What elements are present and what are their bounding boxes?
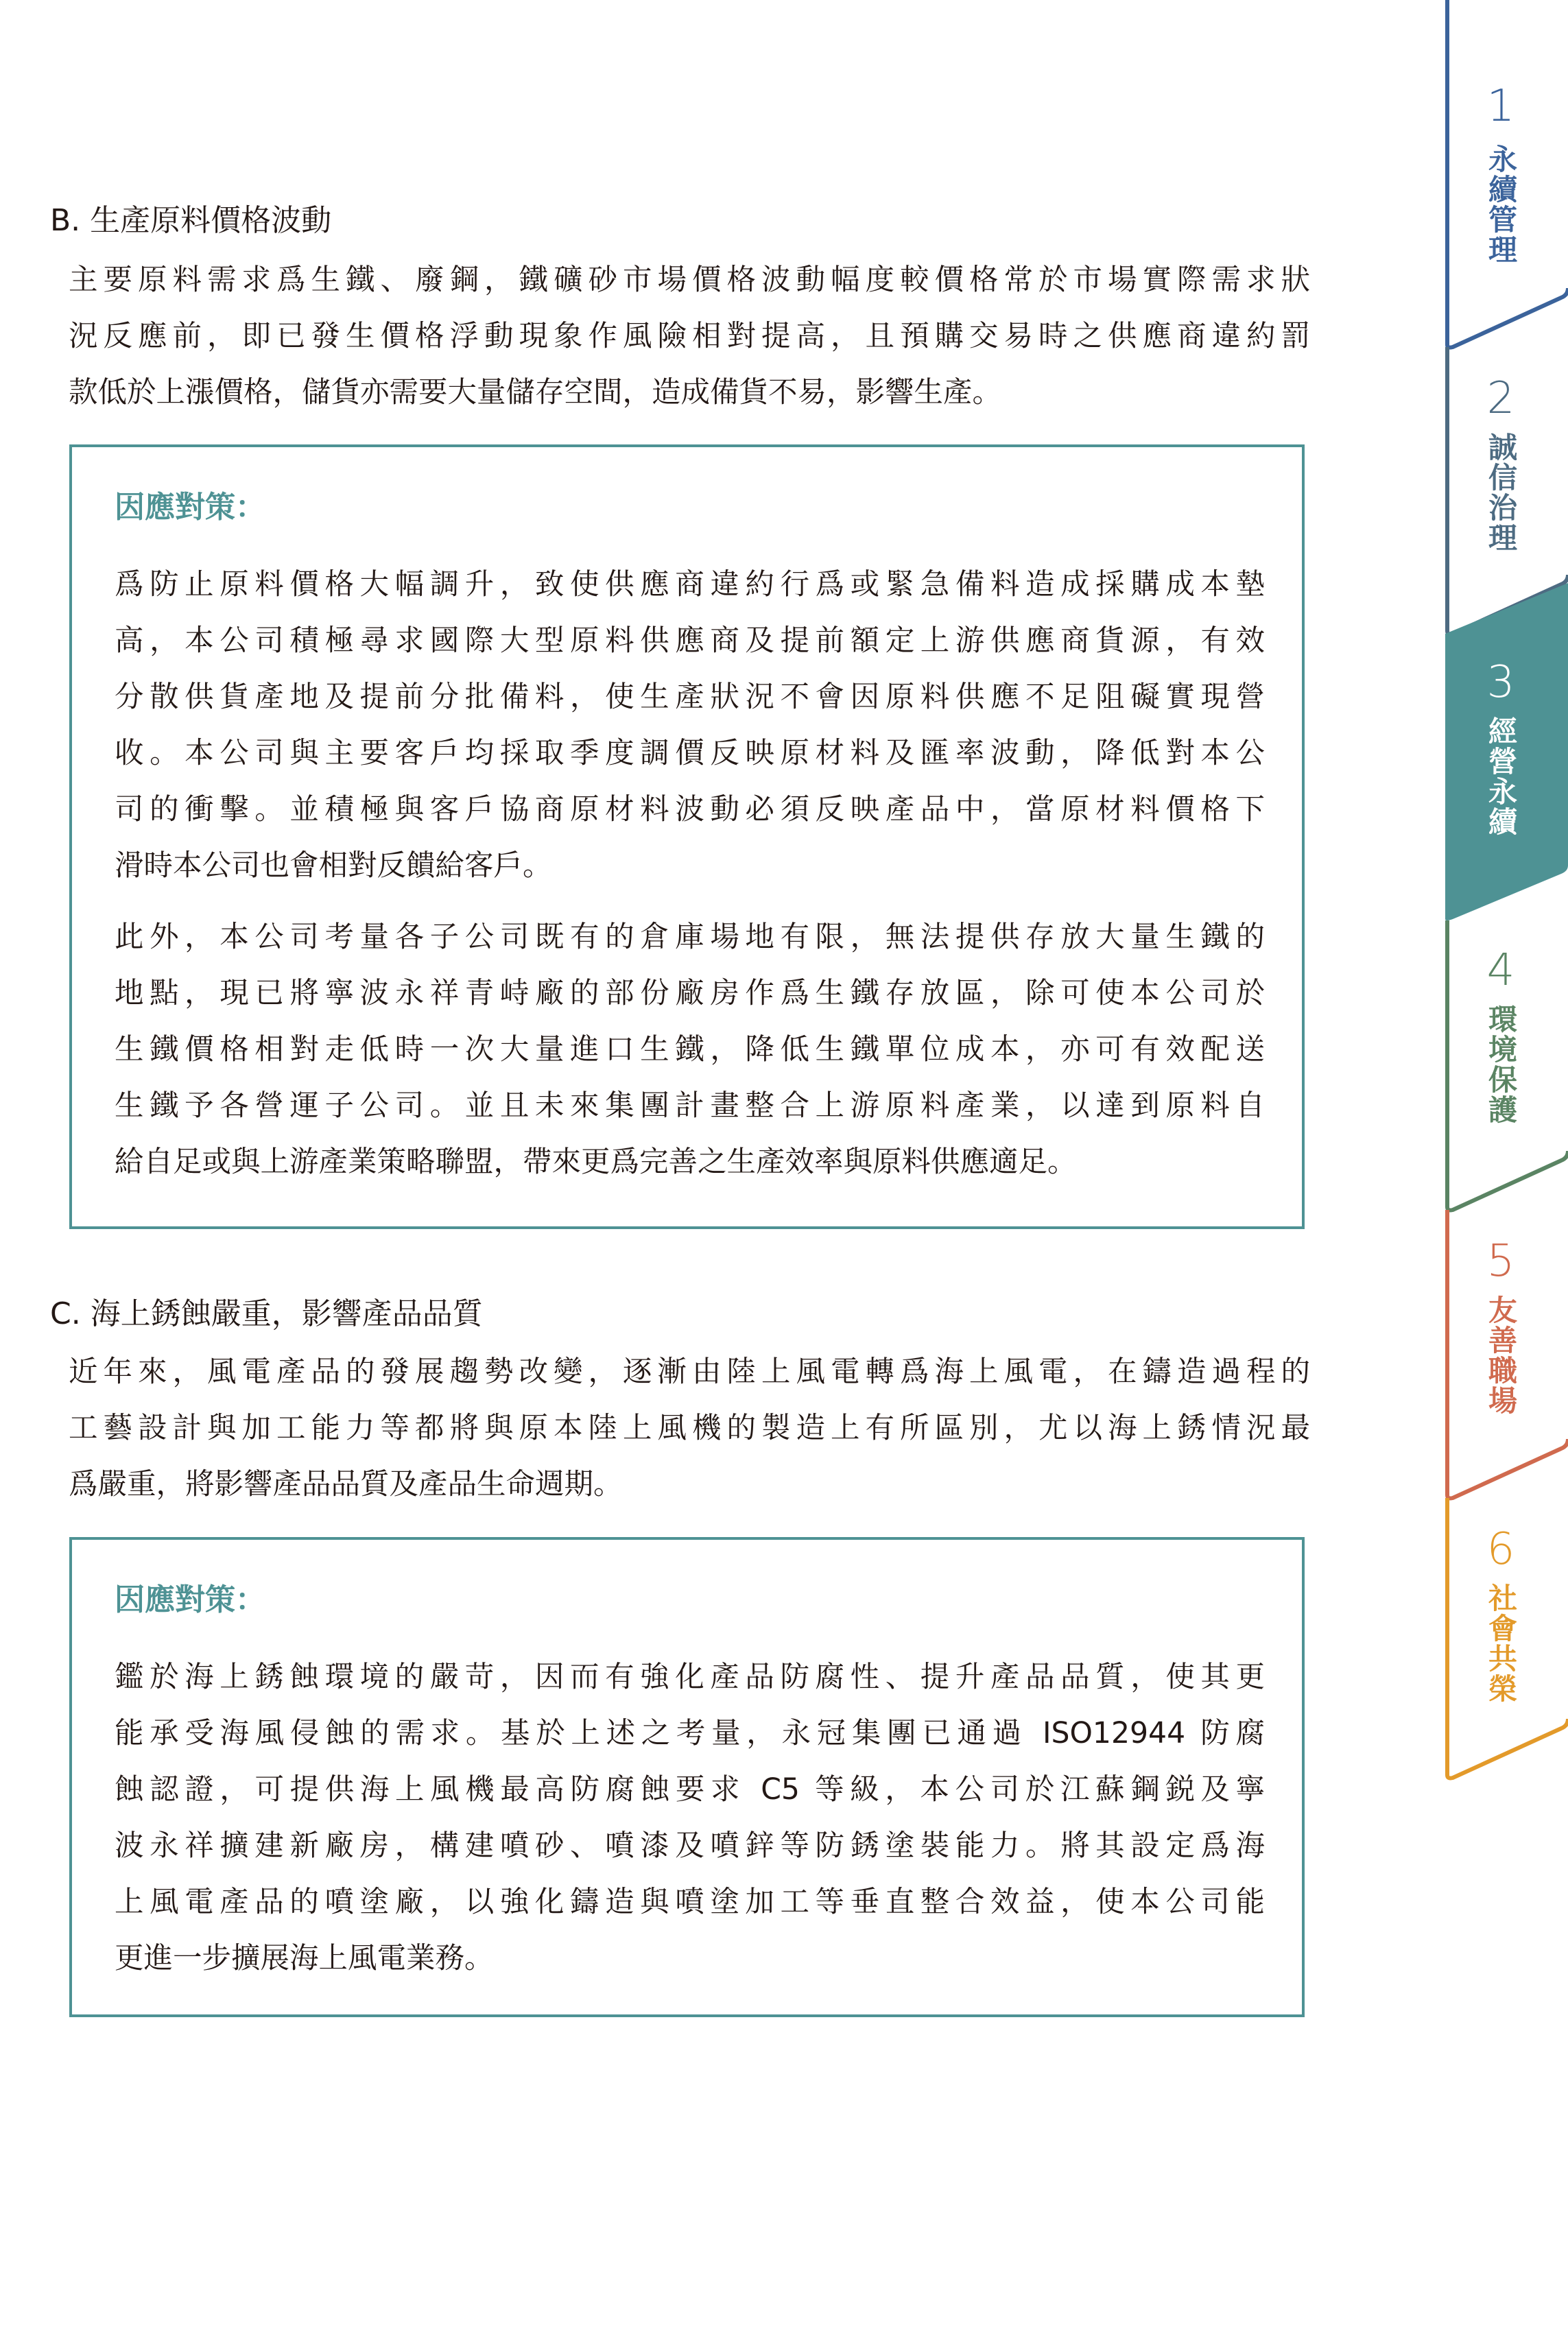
tab-label: 經營永續: [1484, 716, 1518, 837]
tab-number: 2: [1486, 373, 1515, 424]
paragraph-line: 此外，本公司考量各子公司既有的倉庫場地有限，無法提供存放大量生鐵的: [115, 920, 1265, 954]
sidebar-tab-4[interactable]: [1443, 920, 1568, 1210]
tab-number: 3: [1486, 657, 1515, 708]
sidebar-tab-6[interactable]: [1443, 1498, 1568, 1778]
section-b-response-box: [69, 444, 1305, 1229]
section-b-heading: B. 生產原料價格波動: [50, 203, 332, 238]
tab-number: 6: [1486, 1524, 1515, 1575]
paragraph-line: 主要原料需求爲生鐵、廢鋼，鐵礦砂市場價格波動幅度較價格常於市場實際需求狀: [69, 263, 1310, 297]
section-c-heading: C. 海上銹蝕嚴重，影響產品品質: [50, 1296, 483, 1331]
paragraph-line: 近年來，風電產品的發展趨勢改變，逐漸由陸上風電轉爲海上風電，在鑄造過程的: [69, 1355, 1310, 1389]
paragraph-line: 司的衝擊。並積極與客戶協商原材料波動必須反映產品中，當原材料價格下: [115, 793, 1265, 826]
paragraph-line: 收。本公司與主要客戶均採取季度調價反映原材料及匯率波動，降低對本公: [115, 737, 1265, 770]
response-title: 因應對策：: [115, 490, 265, 525]
paragraph-line: 滑時本公司也會相對反饋給客戶。: [115, 849, 552, 883]
paragraph-line: 地點，現已將寧波永祥青峙廠的部份廠房作爲生鐵存放區，除可使本公司於: [115, 977, 1265, 1010]
tab-label: 友善職場: [1484, 1295, 1518, 1416]
tab-label: 社會共榮: [1484, 1583, 1518, 1704]
paragraph-line: 爲嚴重，將影響產品品質及產品生命週期。: [69, 1468, 623, 1501]
paragraph-line: 爲防止原料價格大幅調升，致使供應商違約行爲或緊急備料造成採購成本墊: [115, 568, 1265, 602]
tab-number: 4: [1486, 945, 1515, 996]
sidebar-tab-1[interactable]: [1443, 0, 1568, 347]
paragraph-line: 分散供貨產地及提前分批備料，使生產狀況不會因原料供應不足阻礙實現營: [115, 680, 1265, 714]
chapter-sidebar: [1443, 0, 1568, 1797]
paragraph-line: 工藝設計與加工能力等都將與原本陸上風機的製造上有所區別，尤以海上銹情況最: [69, 1412, 1310, 1445]
paragraph-line: 蝕認證，可提供海上風機最高防腐蝕要求 C5 等級，本公司於江蘇鋼鋭及寧: [115, 1773, 1265, 1807]
sidebar-tab-5[interactable]: [1443, 1210, 1568, 1498]
paragraph-line: 款低於上漲價格，儲貨亦需要大量儲存空間，造成備貨不易，影響生產。: [69, 376, 1002, 409]
section-c-response-box: [69, 1537, 1305, 2017]
response-paragraph-1: [115, 557, 1265, 894]
paragraph-line: 高，本公司積極尋求國際大型原料供應商及提前額定上游供應商貨源，有效: [115, 624, 1265, 658]
paragraph-line: 波永祥擴建新廠房，構建噴砂、噴漆及噴鋅等防銹塗裝能力。將其設定爲海: [115, 1829, 1265, 1863]
tab-number: 5: [1486, 1236, 1515, 1287]
tab-label: 環境保護: [1484, 1004, 1518, 1125]
section-c-paragraph: [69, 1344, 1310, 1513]
paragraph-line: 生鐵予各營運子公司。並且未來集團計畫整合上游原料產業，以達到原料自: [115, 1089, 1265, 1123]
paragraph-line: 給自足或與上游產業策略聯盟，帶來更爲完善之生產效率與原料供應適足。: [115, 1145, 1077, 1179]
section-b-paragraph: [69, 252, 1310, 421]
paragraph-line: 鑑於海上銹蝕環境的嚴苛，因而有強化產品防腐性、提升產品品質，使其更: [115, 1661, 1265, 1694]
paragraph-line: 生鐵價格相對走低時一次大量進口生鐵，降低生鐵單位成本，亦可有效配送: [115, 1033, 1265, 1067]
sidebar-tab-3[interactable]: [1443, 634, 1568, 920]
response-title: 因應對策：: [115, 1582, 265, 1617]
paragraph-line: 更進一步擴展海上風電業務。: [115, 1942, 494, 1975]
paragraph-line: 上風電產品的噴塗廠，以強化鑄造與噴塗加工等垂直整合效益，使本公司能: [115, 1885, 1265, 1919]
paragraph-line: 況反應前，即已發生價格浮動現象作風險相對提高，且預購交易時之供應商違約罰: [69, 320, 1310, 353]
sidebar-tab-2[interactable]: [1443, 347, 1568, 635]
tab-label: 永續管理: [1484, 144, 1518, 265]
tab-label: 誠信治理: [1484, 432, 1518, 553]
tab-number: 1: [1486, 81, 1515, 132]
paragraph-line: 能承受海風侵蝕的需求。基於上述之考量，永冠集團已通過 ISO12944 防腐: [115, 1717, 1265, 1750]
response-paragraph-2: [115, 909, 1265, 1191]
response-paragraph-1: [115, 1650, 1265, 1987]
